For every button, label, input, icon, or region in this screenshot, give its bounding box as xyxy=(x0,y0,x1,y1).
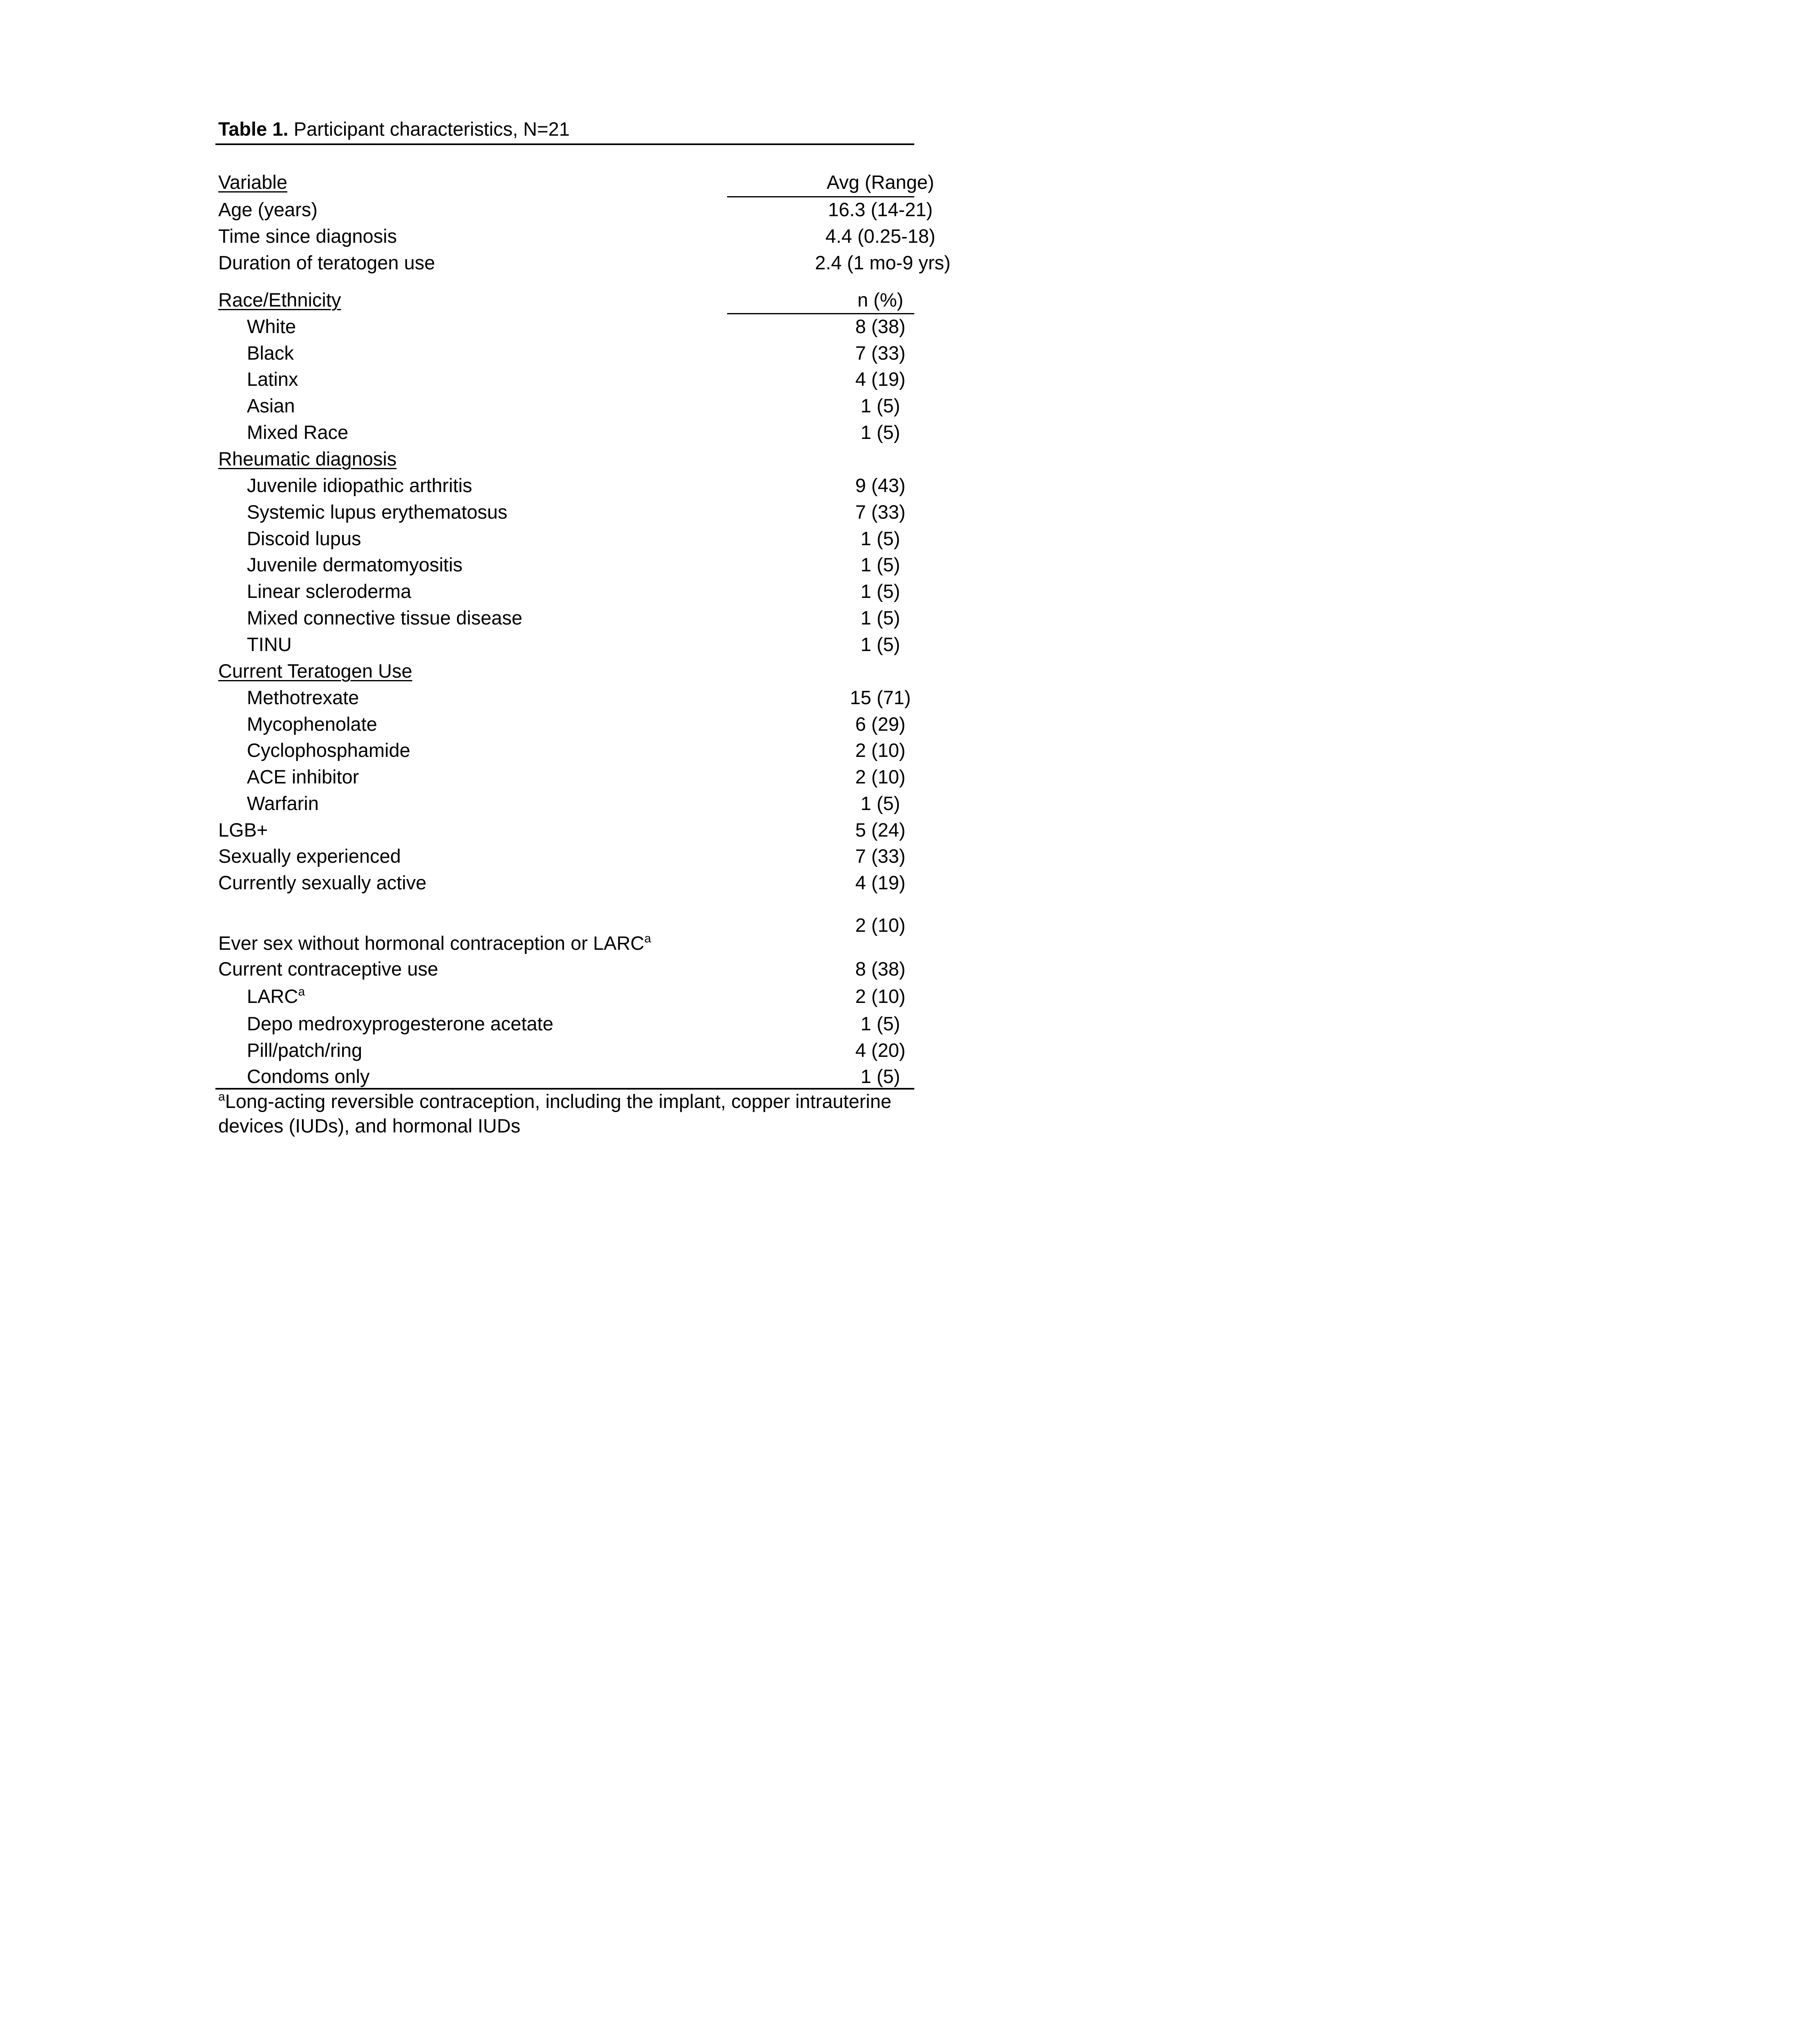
footnote-marker: a xyxy=(644,932,651,945)
row-label: Black xyxy=(247,342,294,364)
row-value: 2.4 (1 mo-9 yrs) xyxy=(815,252,951,273)
row-value: 7 (33) xyxy=(855,501,906,523)
table-caption-text: Participant characteristics, N=21 xyxy=(293,118,570,140)
row-value: 1 (5) xyxy=(860,580,900,602)
row-label: Asian xyxy=(247,395,295,416)
row-label: Juvenile dermatomyositis xyxy=(247,554,463,575)
n-percent-header: n (%) xyxy=(857,289,904,311)
row-label: Ever sex without hormonal contraception or LARC xyxy=(218,932,645,954)
top-rule xyxy=(215,143,914,145)
row-value: 6 (29) xyxy=(855,713,906,735)
row-label: TINU xyxy=(247,633,292,655)
footnote-marker: a xyxy=(298,985,305,998)
row-value: 2 (10) xyxy=(855,914,906,936)
row-label: LARC xyxy=(247,985,298,1007)
row-label: White xyxy=(247,316,296,337)
row-value: 2 (10) xyxy=(855,766,906,788)
row-label: Latinx xyxy=(247,368,298,390)
row-label: ACE inhibitor xyxy=(247,766,359,788)
row-label: Juvenile idiopathic arthritis xyxy=(247,474,472,496)
row-label: Systemic lupus erythematosus xyxy=(247,501,508,523)
row-label: Mycophenolate xyxy=(247,713,377,735)
row-label: Discoid lupus xyxy=(247,528,361,549)
row-value: 4 (20) xyxy=(855,1039,906,1061)
row-value: 1 (5) xyxy=(860,792,900,814)
table-caption xyxy=(218,118,570,141)
row-value: 1 (5) xyxy=(860,633,900,655)
row-value: 7 (33) xyxy=(855,845,906,867)
row-label: Cyclophosphamide xyxy=(247,739,410,761)
row-value: 7 (33) xyxy=(855,342,906,364)
diagnosis-heading: Rheumatic diagnosis xyxy=(218,448,397,470)
row-value: 16.3 (14-21) xyxy=(828,199,933,220)
variable-heading: Variable xyxy=(218,171,287,193)
row-value: 9 (43) xyxy=(855,474,906,496)
avg-range-rule xyxy=(727,196,914,197)
row-value: 8 (38) xyxy=(855,958,906,980)
row-label: Methotrexate xyxy=(247,687,359,708)
row-value: 1 (5) xyxy=(860,607,900,629)
row-value: 2 (10) xyxy=(855,985,906,1007)
row-label: Pill/patch/ring xyxy=(247,1039,363,1061)
row-value: 2 (10) xyxy=(855,739,906,761)
footnote-marker: a xyxy=(218,1090,225,1103)
footnote-text: Long-acting reversible contraception, including the implant, copper intrauterine devices (IUDs), and hormonal IUDs xyxy=(218,1090,891,1137)
row-value: 8 (38) xyxy=(855,316,906,337)
row-label: Depo medroxyprogesterone acetate xyxy=(247,1013,553,1034)
row-value: 1 (5) xyxy=(860,421,900,443)
row-value: 1 (5) xyxy=(860,528,900,549)
row-label: LGB+ xyxy=(218,819,268,841)
row-label: Linear scleroderma xyxy=(247,580,412,602)
table-footnote xyxy=(218,1089,913,1138)
table-label: Table 1. xyxy=(218,118,289,140)
row-label: Time since diagnosis xyxy=(218,225,397,247)
row-label: Condoms only xyxy=(247,1065,370,1087)
race-heading: Race/Ethnicity xyxy=(218,289,341,311)
row-label: Age (years) xyxy=(218,199,318,220)
row-value: 4.4 (0.25-18) xyxy=(825,225,936,247)
row-value: 1 (5) xyxy=(860,1065,900,1087)
n-percent-rule xyxy=(727,313,914,314)
ever-sex-label xyxy=(218,932,651,955)
row-value: 4 (19) xyxy=(855,368,906,390)
row-value: 5 (24) xyxy=(855,819,906,841)
row-value: 4 (19) xyxy=(855,872,906,893)
row-value: 1 (5) xyxy=(860,1013,900,1034)
row-label: Warfarin xyxy=(247,792,319,814)
larc-label xyxy=(247,985,305,1008)
row-value: 15 (71) xyxy=(850,687,911,708)
row-label: Mixed connective tissue disease xyxy=(247,607,523,629)
teratogen-heading: Current Teratogen Use xyxy=(218,660,412,682)
row-label: Sexually experienced xyxy=(218,845,401,867)
row-value: 1 (5) xyxy=(860,554,900,575)
row-label: Current contraceptive use xyxy=(218,958,439,980)
row-value: 1 (5) xyxy=(860,395,900,416)
row-label: Duration of teratogen use xyxy=(218,252,435,273)
row-label: Currently sexually active xyxy=(218,872,427,893)
avg-range-header: Avg (Range) xyxy=(826,171,934,193)
row-label: Mixed Race xyxy=(247,421,349,443)
